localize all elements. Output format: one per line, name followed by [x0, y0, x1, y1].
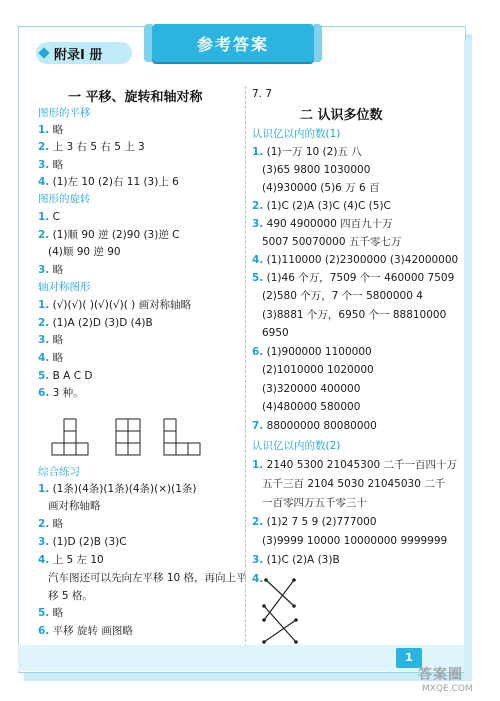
page-number: 1 [396, 648, 422, 668]
right-answer-continuation: (3)320000 400000 [262, 383, 361, 395]
item-number: 3. [252, 554, 264, 566]
item-number: 3. [38, 264, 50, 276]
left-answer-item [38, 483, 197, 496]
page-edge-band [464, 40, 472, 680]
left-subheading: 轴对称图形 [38, 281, 91, 293]
right-answer-continuation: (4)930000 (5)6 万 6 百 [262, 182, 380, 194]
item-text: C [52, 211, 60, 223]
right-answer-item [252, 459, 457, 472]
item-text: 上 5 左 10 [52, 554, 104, 566]
right-answer-continuation: (2)1010000 1020000 [262, 364, 374, 376]
item-number: 2. [38, 317, 50, 329]
item-text: 略 [52, 352, 64, 364]
left-subheading: 综合练习 [38, 466, 80, 478]
right-answer-continuation: 五千三百 2104 5030 21045030 二千 [262, 478, 446, 490]
item-number: 1. [38, 483, 50, 495]
item-number: 3. [38, 334, 50, 346]
right-answer-continuation: (3)65 9800 1030000 [262, 164, 371, 176]
item-number: 1. [38, 211, 50, 223]
watermark-url: MXQE.COM [422, 684, 473, 694]
item-text: (1)C (2)A (3)B [266, 554, 340, 566]
right-answer-continuation: (4)480000 580000 [262, 401, 361, 413]
item-text: (1)顺 90 逆 (2)90 (3)逆 C [52, 229, 180, 241]
left-answer-item [38, 141, 145, 154]
item-text: 略 [52, 607, 64, 619]
right-answer-item [252, 254, 458, 267]
item-number: 4. [38, 554, 50, 566]
right-answer-item [252, 272, 454, 285]
appendix-tag [28, 42, 138, 64]
item-text: (1条)(4条)(1条)(4条)(×)(1条) [52, 483, 197, 495]
cube-net-1 [52, 419, 88, 455]
right-section-title: 二 认识多位数 [300, 108, 383, 123]
right-answer-item [252, 554, 340, 567]
left-answer-continuation: 移 5 格。 [48, 590, 93, 602]
item-text: (1)A (2)D (3)D (4)B [52, 317, 153, 329]
right-answer-item [252, 218, 393, 231]
watermark-logo: 答案圈 [418, 667, 463, 683]
item-text: (1)2 7 5 9 (2)777000 [266, 516, 377, 528]
right-top-note: 7. 7 [252, 88, 273, 100]
left-answer-continuation: (4)顺 90 逆 90 [48, 246, 121, 258]
right-answer-continuation: (3)9999 10000 10000000 9999999 [262, 535, 448, 547]
left-answer-item [38, 334, 63, 347]
item-number: 1. [38, 124, 50, 136]
item-number: 6. [252, 346, 264, 358]
item-text: 略 [52, 124, 64, 136]
left-section-title: 一 平移、旋转和轴对称 [68, 90, 203, 105]
left-answer-item [38, 370, 92, 383]
item-number: 2. [252, 200, 264, 212]
item-text: 3 种。 [52, 387, 84, 399]
item-number: 4. [38, 176, 50, 188]
cube-net-2 [116, 419, 140, 455]
item-text: (1)D (2)B (3)C [52, 536, 127, 548]
item-text: 88000000 80080000 [266, 420, 377, 432]
right-answer-continuation: (3)8881 个万，6950 个一 88810000 [262, 309, 447, 321]
right-answer-continuation: 6950 [262, 327, 289, 339]
item-number: 1. [252, 146, 264, 158]
column-divider [245, 86, 247, 652]
item-text: B A C D [52, 370, 93, 382]
item-number: 7. [252, 420, 264, 432]
item-number: 5. [38, 607, 50, 619]
item-text: 略 [52, 159, 64, 171]
item-number: 4. [252, 254, 264, 266]
item-number: 3. [38, 536, 50, 548]
left-answer-item [38, 299, 191, 312]
item-text: (1)C (2)A (3)C (4)C (5)C [266, 200, 391, 212]
left-answer-item [38, 387, 84, 400]
right-answer-continuation: 一百零四万五千零三十 [262, 497, 367, 509]
right-answer-continuation: 5007 50070000 五千零七万 [262, 236, 402, 248]
left-answer-item [38, 159, 63, 172]
item-number: 3. [252, 218, 264, 230]
left-answer-item [38, 352, 63, 365]
right-answer-item [252, 346, 372, 359]
left-answer-item [38, 607, 63, 620]
item-text: 上 3 右 5 右 5 上 3 [52, 141, 145, 153]
right-answer-item [252, 200, 391, 213]
item-text: (√)(√)( )(√)(√)( ) 画对称轴略 [52, 299, 192, 311]
unfolded-cube-figures [46, 418, 222, 456]
item-text: 略 [52, 518, 64, 530]
matching-lines-figure [256, 576, 304, 648]
item-number: 6. [38, 625, 50, 637]
left-answer-item [38, 536, 127, 549]
left-answer-item [38, 554, 104, 567]
left-answer-item [38, 264, 63, 277]
left-answer-item [38, 211, 60, 224]
right-answer-item [252, 146, 362, 159]
cube-net-3 [164, 419, 200, 455]
appendix-label: 附录Ⅰ 册 [54, 48, 103, 63]
left-subheading: 图形的旋转 [38, 193, 91, 205]
item-text: 2140 5300 21045300 二千一百四十万 [266, 459, 458, 471]
item-text: 略 [52, 264, 64, 276]
left-answer-continuation: 汽车图还可以先向左平移 10 格，再向上平 [48, 572, 247, 584]
left-answer-item [38, 229, 180, 242]
item-text: (1)110000 (2)2300000 (3)42000000 [266, 254, 459, 266]
item-number: 3. [38, 159, 50, 171]
item-number: 4. [38, 352, 50, 364]
right-subheading: 认识亿以内的数(1) [252, 128, 341, 140]
item-number: 6. [38, 387, 50, 399]
page-title: 参考答案 [196, 35, 269, 54]
left-answer-item [38, 625, 133, 638]
item-number: 2. [38, 141, 50, 153]
item-number: 1. [38, 299, 50, 311]
item-text: (1)46 个万，7509 个一 460000 7509 [266, 272, 455, 284]
left-answer-item [38, 317, 153, 330]
header-banner [152, 24, 314, 64]
right-subheading: 认识亿以内的数(2) [252, 440, 341, 452]
item-text: (1)900000 1100000 [266, 346, 372, 358]
left-subheading: 图形的平移 [38, 107, 91, 119]
item-number: 2. [252, 516, 264, 528]
right-answer-continuation: (2)580 个万，7 个一 5800000 4 [262, 290, 423, 302]
item-text: 平移 旋转 画图略 [52, 625, 133, 637]
left-answer-item [38, 176, 179, 189]
item-number: 5. [252, 272, 264, 284]
item-number: 5. [38, 370, 50, 382]
item-text: 略 [52, 334, 64, 346]
item-number: 2. [38, 229, 50, 241]
left-answer-item [38, 124, 63, 137]
left-answer-continuation: 画对称轴略 [48, 500, 101, 512]
item-number: 2. [38, 518, 50, 530]
item-text: (1)一万 10 (2)五 八 [266, 146, 362, 158]
left-answer-item [38, 518, 63, 531]
item-text: (1)左 10 (2)右 11 (3)上 6 [52, 176, 179, 188]
item-text: 490 4900000 四百九十万 [266, 218, 393, 230]
right-answer-item [252, 420, 377, 433]
item-number: 4. [252, 573, 264, 585]
right-answer-item [252, 516, 377, 529]
item-number: 1. [252, 459, 264, 471]
